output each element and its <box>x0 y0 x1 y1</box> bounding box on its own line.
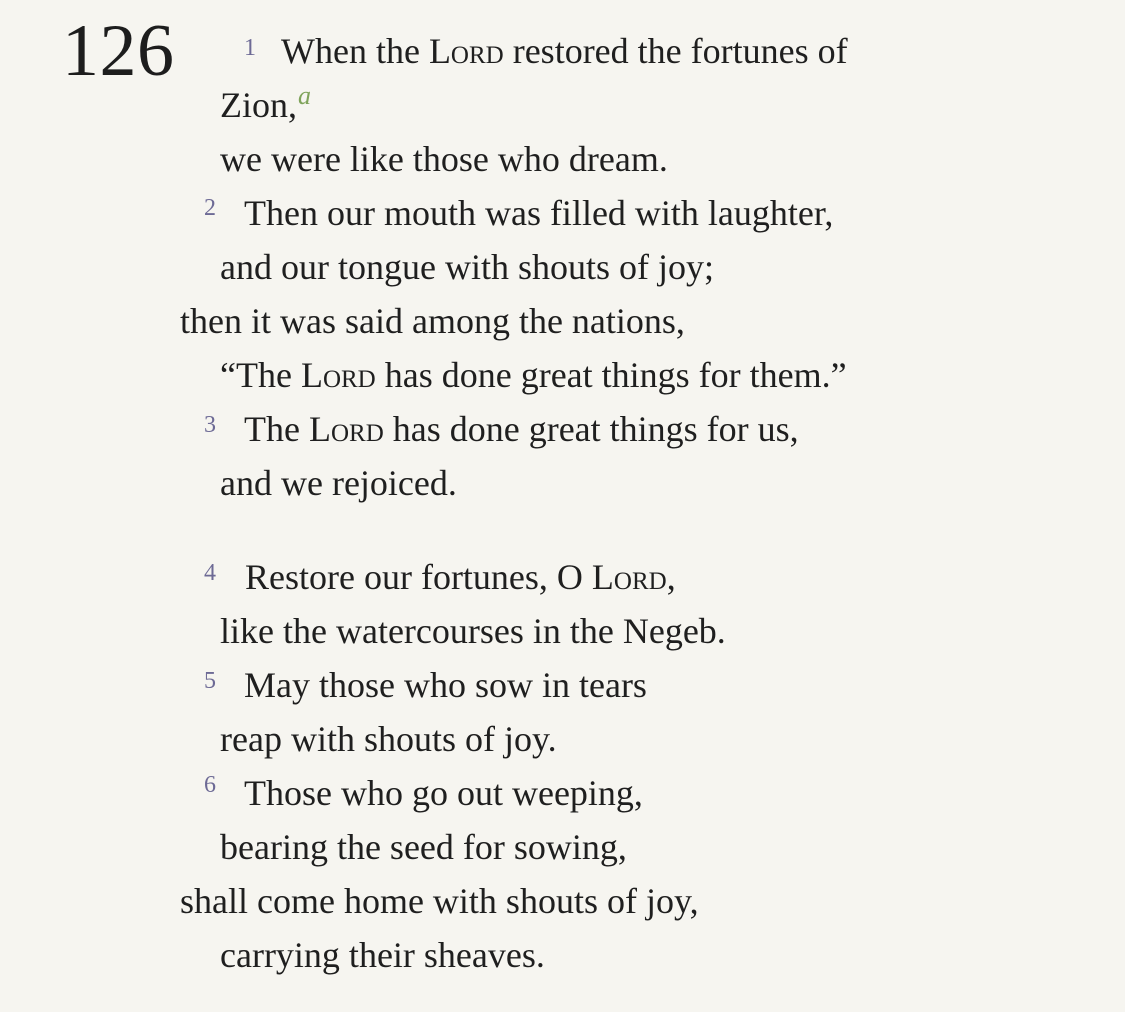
verse-3-line-1: The Lord has done great things for us, <box>244 409 799 449</box>
verse-6-line-3: shall come home with shouts of joy, <box>180 881 699 921</box>
verse-number-4: 4 <box>204 560 216 586</box>
verse-2-line-1: Then our mouth was filled with laughter, <box>244 193 834 233</box>
footnote-marker[interactable]: a <box>298 81 311 110</box>
verse-number-1: 1 <box>244 35 256 61</box>
verse-number-6: 6 <box>204 772 216 798</box>
verse-4-line-1: Restore our fortunes, O Lord, <box>245 557 676 597</box>
verse-1-line-1: When the Lord restored the fortunes of <box>281 31 848 71</box>
verse-number-3: 3 <box>204 412 216 438</box>
verse-2-line-4: “The Lord has done great things for them.” <box>220 355 847 395</box>
divine-name: Lord <box>428 31 504 71</box>
verse-6-line-4: carrying their sheaves. <box>220 935 545 975</box>
verse-3-line-2: and we rejoiced. <box>220 463 457 503</box>
verse-6-line-2: bearing the seed for sowing, <box>220 827 627 867</box>
verse-1-line-3: we were like those who dream. <box>220 139 668 179</box>
verse-number-2: 2 <box>204 195 216 221</box>
divine-name: Lord <box>591 557 667 597</box>
verse-5-line-1: May those who sow in tears <box>244 665 647 705</box>
verse-6-line-1: Those who go out weeping, <box>244 773 643 813</box>
verse-5-line-2: reap with shouts of joy. <box>220 719 557 759</box>
chapter-number: 126 <box>62 10 175 92</box>
verse-1-line-2: Zion,$^a$ <box>220 81 311 125</box>
verse-4-line-2: like the watercourses in the Negeb. <box>220 611 726 651</box>
verse-2-line-2: and our tongue with shouts of joy; <box>220 247 714 287</box>
divine-name: Lord <box>308 409 384 449</box>
verse-number-5: 5 <box>204 668 216 694</box>
divine-name: Lord <box>300 355 376 395</box>
verse-2-line-3: then it was said among the nations, <box>180 301 685 341</box>
